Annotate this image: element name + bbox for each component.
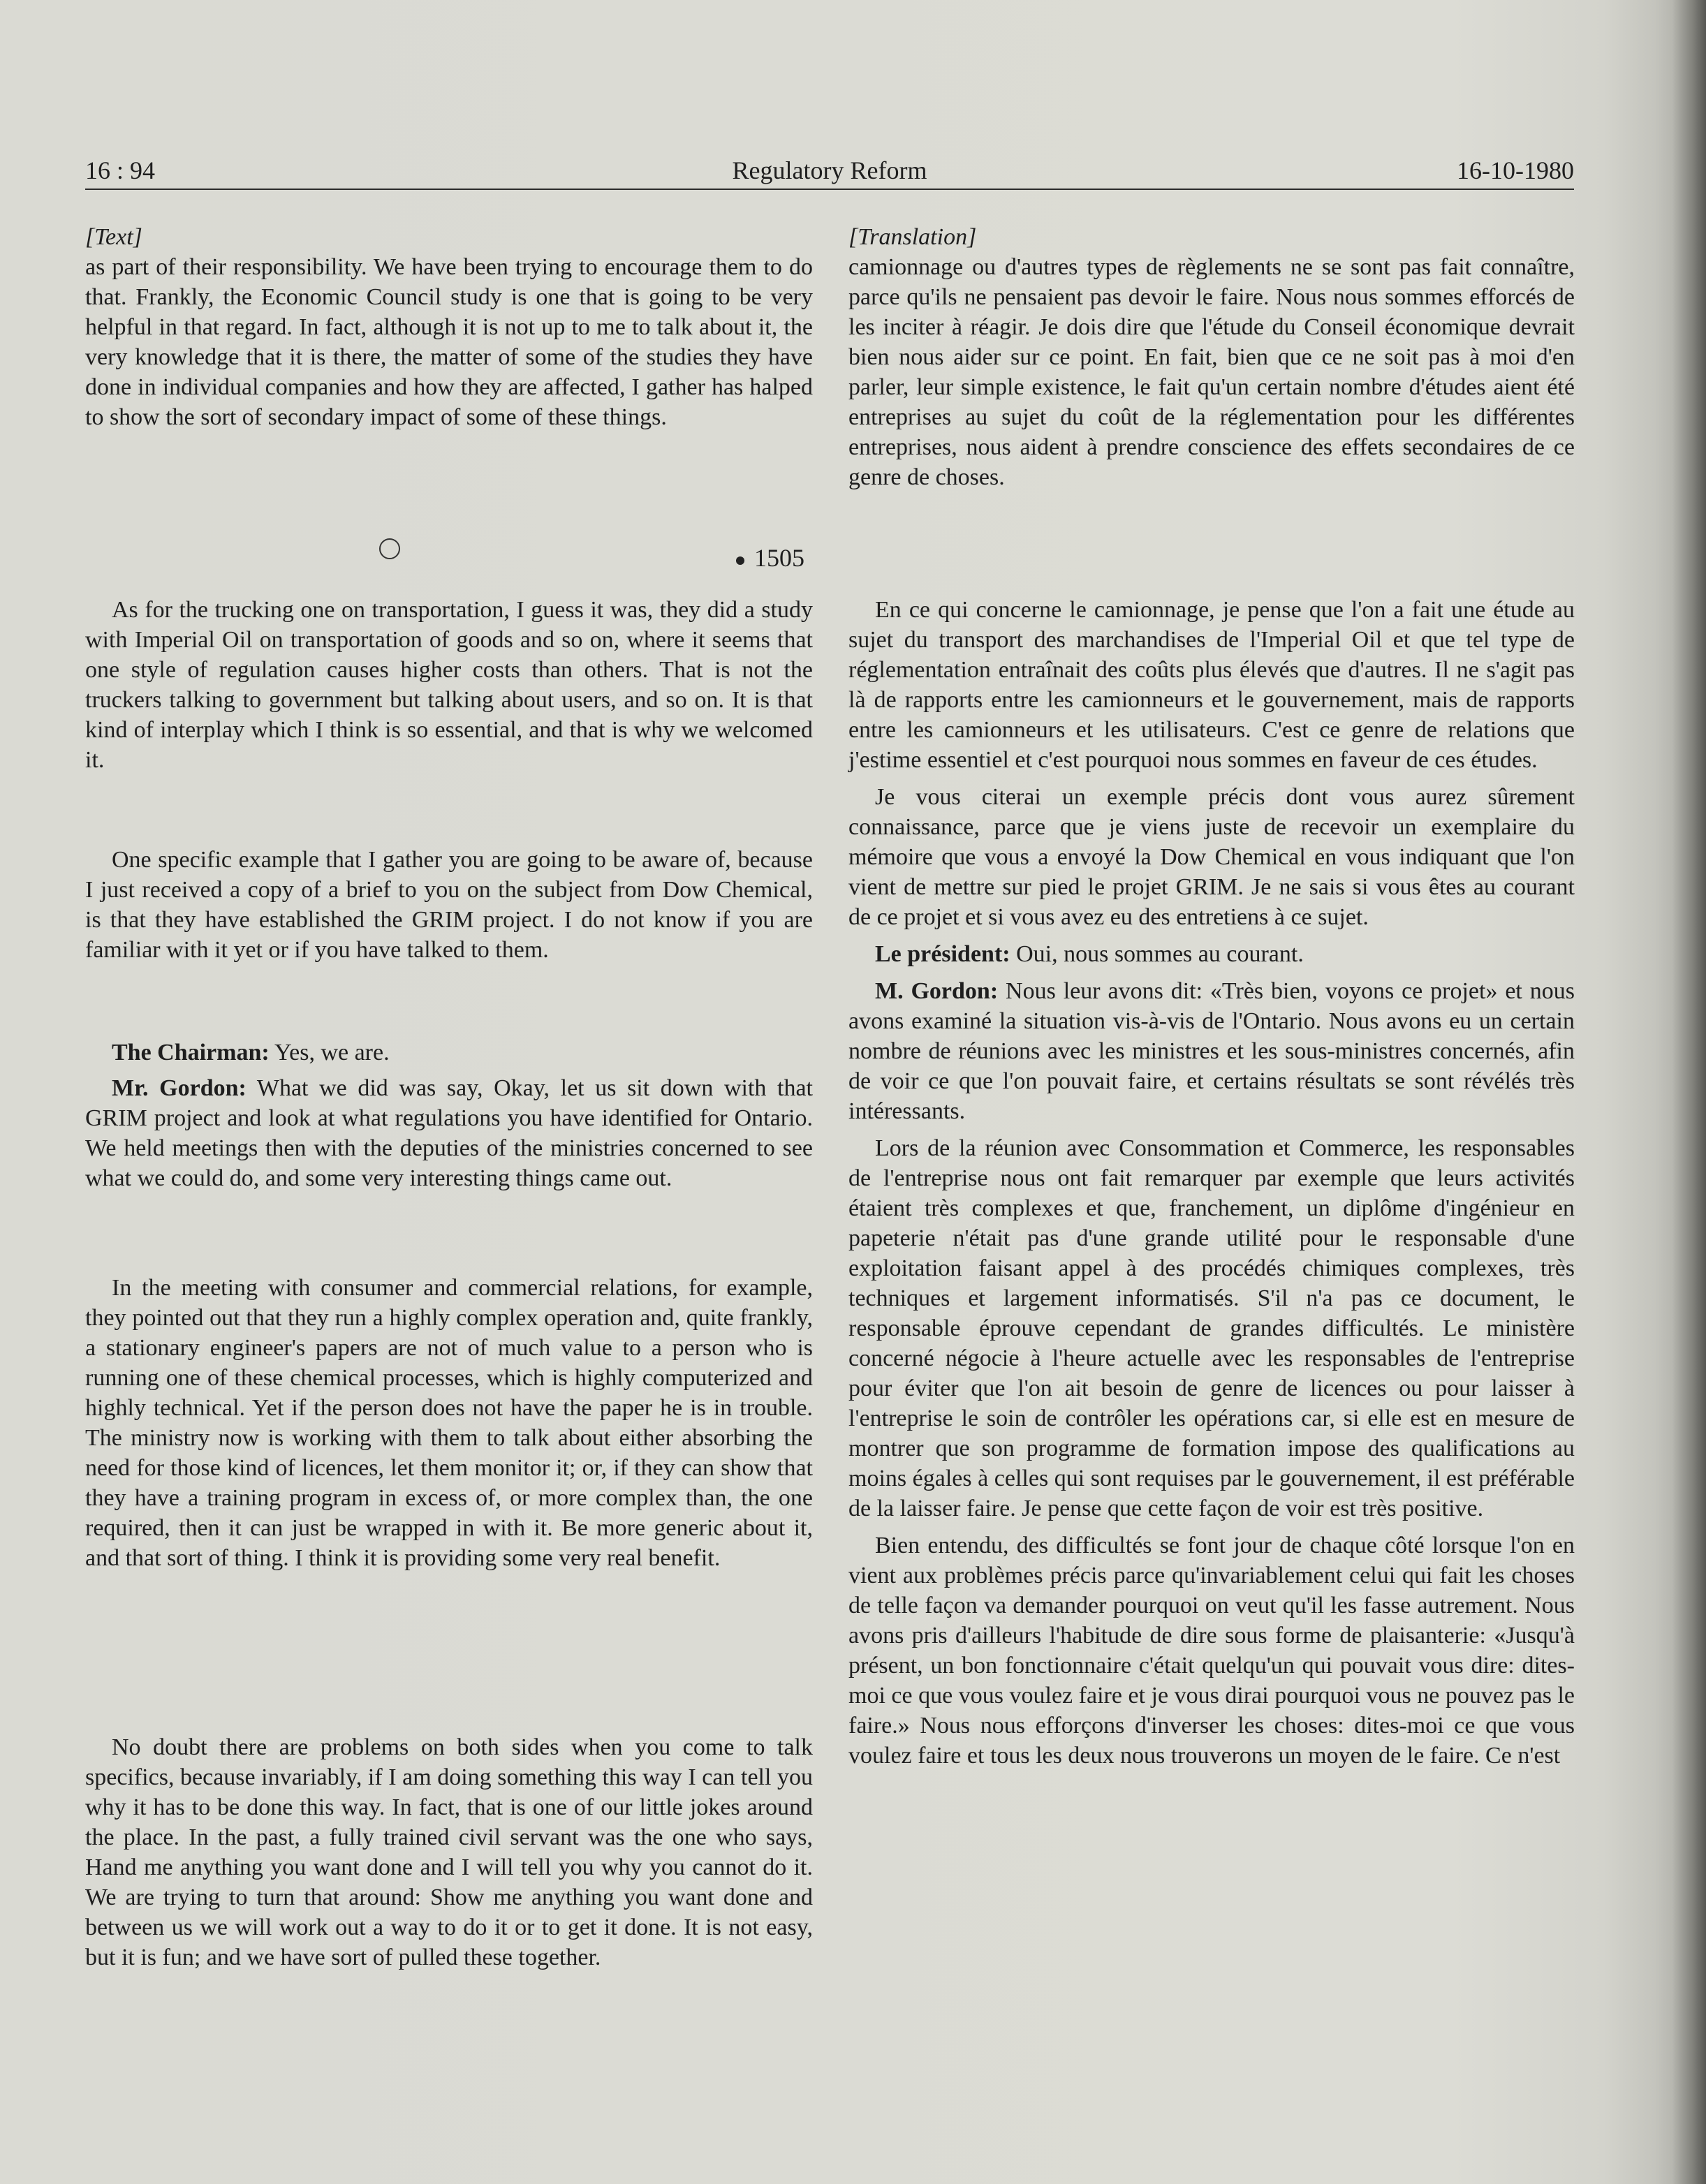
paragraph: One specific example that I gather you are going to be aware of, because I just received a copy of a brief to you on the subject from Dow Chemical, is that they have established the GRIM project. I do not know if you are familiar with it yet or if you have talked to them. xyxy=(85,847,813,963)
text-label: [Text] xyxy=(85,224,142,250)
speaker-name: M. Gordon: xyxy=(875,978,999,1004)
paragraph: En ce qui concerne le camionnage, je pense que l'on a fait une étude au sujet du transport des marchandises de l'Imperial Oil et que tel type de réglementation entraînait des coûts plus élevés que d'autres. Il ne s'agit pas là de rapports entre les camionneurs et le gouvernement, mais de rapports entre les camionneurs et les utilisateurs. C'est ce genre de relations que j'estime essentiel et c'est pourquoi nous sommes en faveur de ces études. xyxy=(848,597,1575,773)
speech-text: What we did was say, Okay, let us sit down with that GRIM project and look at what regulations you have identified for Ontario. We held meetings then with the deputies of the ministries concerned to see what we could do, and some very interesting things came out. xyxy=(85,1075,813,1191)
paragraph: camionnage ou d'autres types de règlements ne se sont pas fait connaître, parce qu'ils ne pensaient pas devoir le faire. Nous nous sommes efforcés de les inciter à réagir. Je dois dire que l'étude du Conseil économique devrait bien nous aider sur ce point. En fait, bien que ce ne soit pas à moi d'en parler, leur simple existence, le fait qu'un certain nombre d'études aient été entreprises au sujet du coût de la réglementation pour les différentes entreprises, nous aident à prendre conscience des effets secondaires de ce genre de choses. xyxy=(848,254,1575,490)
speaker-name: Le président: xyxy=(875,941,1010,967)
speech-text: Oui, nous sommes au courant. xyxy=(1010,941,1304,967)
english-column-block xyxy=(85,595,813,775)
paragraph: Lors de la réunion avec Consommation et Commerce, les responsables de l'entreprise nous ont fait remarquer par exemple que leurs activités étaient très complexes et que, franchement, un diplôme d'ingénieur en papeterie n'était pas d'une grande utilité pour le responsable d'une exploitation faisant appel à des procédés chimiques complexes, très techniques et largement informatisés. S'il n'a pas ce document, le responsable éprouve cependant de grandes difficultés. Le ministère concerné négocie à l'heure actuelle avec les responsables de l'entreprise pour éviter que l'on ait besoin de genre de licences ou pour laisser à l'entreprise le soin de contrôler les opérations car, si elle est en mesure de montrer que son programme de formation impose des qualifications au moins égales à celles qui sont requises par le gouvernement, il est préférable de la laisser faire. Je pense que cette façon de voir est très positive. xyxy=(848,1135,1575,1521)
page-number: 16 : 94 xyxy=(85,156,156,184)
speaker-name: Mr. Gordon: xyxy=(112,1075,247,1101)
paragraph xyxy=(85,1038,813,1068)
paragraph: Bien entendu, des difficultés se font jour de chaque côté lorsque l'on en vient aux problèmes précis parce qu'invariablement celui qui fait les choses de telle façon va demander pourquoi on veut qu'il les fasse autrement. Nous avons pris d'ailleurs l'habitude de dire sous forme de plaisanterie: «Jusqu'à présent, un bon fonctionnaire c'était quelqu'un qui pouvait vous dire: dites-moi ce que vous voulez faire et je vous dirai pourquoi vous ne pouvez pas le faire.» Nous nous efforçons d'inverser les choses: dites-moi ce que vous voulez faire et tous les deux nous trouverons un moyen de le faire. Ce n'est xyxy=(848,1533,1575,1769)
french-column-block xyxy=(848,595,1575,1771)
translation-label: [Translation] xyxy=(848,224,977,250)
english-column-block xyxy=(85,1038,813,1193)
paragraph: Je vous citerai un exemple précis dont vous aurez sûrement connaissance, parce que je viens juste de recevoir un exemplaire du mémoire que vous a envoyé la Dow Chemical en vous indiquant que l'on vient de mettre sur pied le projet GRIM. Je ne sais si vous êtes au courant de ce projet et si vous avez eu des entretiens à ce sujet. xyxy=(848,784,1575,930)
paragraph: In the meeting with consumer and commercial relations, for example, they pointed out that they run a highly complex operation and, quite frankly, a stationary engineer's papers are not of much value to a person who is running one of these chemical processes, which is highly computerized and highly technical. Yet if the person does not have the paper he is in trouble. The ministry now is working with them to talk about either absorbing the need for those kind of licences, let them monitor it; or, if they can show that they have a training program in excess of, or more complex than, the one required, then it can just be wrapped in with it. Be more generic about it, and that sort of thing. I think it is providing some very real benefit. xyxy=(85,1275,813,1571)
page-header xyxy=(85,152,1574,190)
paragraph: No doubt there are problems on both sides when you come to talk specifics, because invariably, if I am doing something this way I can tell you why it has to be done this way. In fact, that is one of our little jokes around the place. In the past, a fully trained civil servant was the one who says, Hand me anything you want done and I will tell you why you cannot do it. We are trying to turn that around: Show me anything you want done and between us we will work out a way to do it or to get it done. It is not easy, but it is fun; and we have sort of pulled these together. xyxy=(85,1734,813,1970)
time-marker-circle-icon xyxy=(379,538,400,559)
english-column-block xyxy=(85,845,813,965)
page-date: 16-10-1980 xyxy=(1457,156,1574,184)
time-marker xyxy=(736,543,804,573)
english-column xyxy=(85,222,813,432)
speech-text: Nous leur avons dit: «Très bien, voyons ce projet» et nous avons examiné la situation vis-à-vis de l'Ontario. Nous avons eu un certain nombre de réunions avec les ministres et les sous-ministres concernés, afin de voir ce que l'on pouvait faire, et certains résultats se sont révélés très intéressants. xyxy=(848,978,1575,1124)
speaker-name: The Chairman: xyxy=(112,1040,270,1065)
paragraph xyxy=(848,939,1575,969)
english-column-block xyxy=(85,1732,813,1972)
paragraph xyxy=(85,1073,813,1193)
paragraph xyxy=(848,976,1575,1126)
bullet-icon xyxy=(736,556,744,565)
paragraph: As for the trucking one on transportation, I guess it was, they did a study with Imperial Oil on transportation of goods and so on, where it seems that one style of regulation causes higher costs than others. That is not the truckers talking to government but talking about users, and so on. It is that kind of interplay which I think is so essential, and that is why we welcomed it. xyxy=(85,597,813,773)
page-edge-shadow xyxy=(1672,0,1706,2184)
french-column xyxy=(848,222,1575,492)
time-marker-value: 1505 xyxy=(754,544,804,572)
english-column-block xyxy=(85,1273,813,1573)
paragraph: as part of their responsibility. We have been trying to encourage them to do that. Frankly, the Economic Council study is one that is going to be very helpful in that regard. In fact, although it is not up to me to talk about it, the very knowledge that it is there, the matter of some of the studies they have done in individual companies and how they are affected, I gather has halped to show the sort of secondary impact of some of these things. xyxy=(85,254,813,430)
publication-title: Regulatory Reform xyxy=(732,156,927,184)
speech-text: Yes, we are. xyxy=(269,1040,390,1065)
